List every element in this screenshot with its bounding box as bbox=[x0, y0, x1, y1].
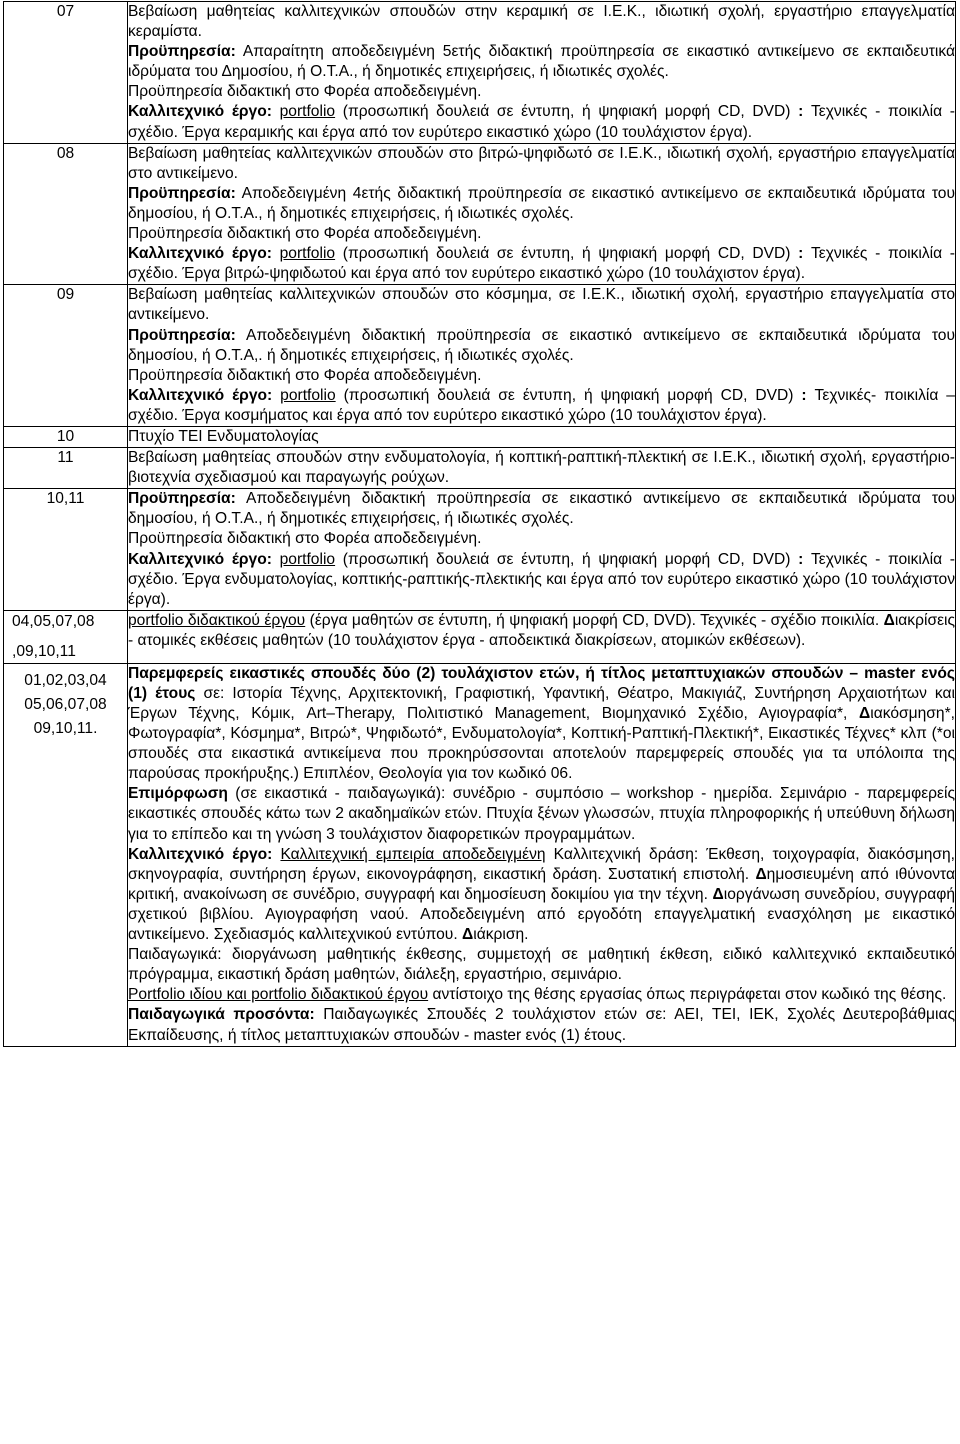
text-run: Τεχνικές- ποικιλία – σχέδιο. Έργα κοσμήματος και έργα από τον ευρύτερο εικαστικό χώρο (10 τουλάχιστον έργα). bbox=[128, 386, 955, 424]
text-run: Καλλιτεχνική δράση: Έκθεση, τοιχογραφία, διακόσμηση, σκηνογραφία, συντήρηση έργων, εικονογράφηση, εικαστική δράση. Συστατική επιστολή. bbox=[128, 845, 955, 883]
underlined-text: Καλλιτεχνική εμπειρία αποδεδειγμένη bbox=[280, 845, 546, 863]
paragraph bbox=[128, 224, 955, 244]
text-run: Πτυχίο ΤΕΙ Ενδυματολογίας bbox=[128, 427, 319, 445]
underlined-text: portfolio bbox=[279, 550, 336, 568]
row-code: 09 bbox=[4, 285, 128, 427]
underlined-text: portfolio bbox=[279, 103, 336, 121]
qualifications-table bbox=[3, 1, 956, 1047]
row-description bbox=[128, 143, 956, 285]
text-run bbox=[272, 245, 280, 262]
text-run: (προσωπική δουλειά σε έντυπη, ή ψηφιακή μορφή CD, DVD) bbox=[335, 103, 799, 121]
paragraph bbox=[128, 244, 955, 284]
text-run: Βεβαίωση μαθητείας καλλιτεχνικών σπουδών στην κεραμική σε Ι.Ε.Κ., ιδιωτική σχολή, εργαστήριο επαγγελματία κεραμίστα. bbox=[128, 3, 955, 41]
text-run: Τεχνικές - ποικιλία - σχέδιο. Έργα βιτρώ-ψηφιδωτού και έργα από τον ευρύτερο εικαστικό χώρο (10 τουλάχιστον έργα). bbox=[128, 245, 956, 283]
text-run: Παιδαγωγικές Σπουδές 2 τουλάχιστον ετών σε: ΑΕΙ, ΤΕΙ, ΙΕΚ, Σχολές Δευτεροβάθμιας Εκπαίδευσης, ή τίτλος μεταπτυχιακών σπουδών - master ενός (1) έτους. bbox=[128, 1006, 955, 1044]
text-run: Τεχνικές - ποικιλία - σχέδιο. Έργα κεραμικής και έργα από τον ευρύτερο εικαστικό χώρο (10 τουλάχιστον έργα). bbox=[128, 103, 956, 141]
underlined-text: portfolio bbox=[279, 245, 336, 263]
row-code: 01,02,03,04 05,06,07,08 09,10,11. bbox=[4, 663, 128, 1046]
text-run: Βεβαίωση μαθητείας καλλιτεχνικών σπουδών στο βιτρώ-ψηφιδωτό σε Ι.Ε.Κ., ιδιωτική σχολή, εργαστήριο επαγγελματία στο αντικείμενο. bbox=[128, 144, 955, 182]
text-run: Αποδεδειγμένη διδακτική προϋπηρεσία σε εικαστικό αντικείμενο σε εκπαιδευτικά ιδρύματα του δημοσίου, ή Ο.Τ.Α,. ή δημοτικές επιχειρήσεις, ή ιδιωτικές σχολές. bbox=[128, 326, 955, 364]
paragraph bbox=[128, 82, 955, 102]
bold-text: : bbox=[798, 550, 804, 568]
text-run: (σε εικαστικά - παιδαγωγικά): συνέδριο - συμπόσιο – workshop - ημερίδα. Σεμινάριο - παρεμφερείς εικαστικές σπουδές κάτω των 2 ακαδημαϊκών ετών. Πτυχία ξένων γλωσσών, πτυχία πληροφορικής ή υπεύθυνη δήλωση για το επίπεδο και τη γνώση 3 τουλάχιστον διαφορετικών προγραμμάτων. bbox=[128, 785, 955, 843]
text-run: Προϋπηρεσία διδακτική στο Φορέα αποδεδειγμένη. bbox=[128, 530, 482, 548]
text-run: Προϋπηρεσία διδακτική στο Φορέα αποδεδειγμένη. bbox=[128, 366, 482, 384]
paragraph bbox=[128, 42, 955, 82]
bold-text: Προϋπηρεσία: bbox=[128, 490, 236, 508]
paragraph bbox=[128, 285, 955, 325]
text-run: Αποδεδειγμένη διδακτική προϋπηρεσία σε εικαστικό αντικείμενο σε εκπαιδευτικά ιδρύματα του δημοσίου, ή Ο.Τ.Α., ή δημοτικές επιχειρήσεις, ή ιδιωτικές σχολές. bbox=[128, 490, 955, 528]
bold-text: Προϋπηρεσία: bbox=[128, 326, 236, 344]
paragraph bbox=[128, 529, 955, 549]
paragraph bbox=[128, 366, 955, 386]
text-run: Απαραίτητη αποδεδειγμένη 5ετής διδακτική προϋπηρεσία σε εικαστικό αντικείμενο σε εκπαιδευτικά ιδρύματα του Δημοσίου, ή Ο.Τ.Α., ή δημοτικές επιχειρήσεις, ή ιδιωτικές σχολές. bbox=[128, 43, 955, 81]
text-run: Προϋπηρεσία διδακτική στο Φορέα αποδεδειγμένη. bbox=[128, 83, 482, 101]
table-row bbox=[4, 426, 956, 447]
table-row bbox=[4, 448, 956, 489]
underlined-text: portfolio bbox=[280, 386, 336, 404]
row-code: 08 bbox=[4, 143, 128, 285]
paragraph bbox=[128, 611, 955, 651]
paragraph bbox=[128, 448, 955, 488]
text-run: Αποδεδειγμένη 4ετής διδακτική προϋπηρεσία σε εικαστικό αντικείμενο σε εκπαιδευτικά ιδρύματα του δημοσίου, ή Ο.Τ.Α., ή δημοτικές επιχειρήσεις, ή ιδιωτικές σχολές. bbox=[128, 184, 955, 222]
bold-text: : bbox=[801, 386, 807, 404]
paragraph bbox=[128, 184, 955, 224]
table-row bbox=[4, 489, 956, 611]
underlined-text: portfolio διδακτικού έργου bbox=[128, 611, 306, 629]
paragraph bbox=[128, 144, 955, 184]
bold-text: Καλλιτεχνικό έργο: bbox=[128, 103, 272, 121]
table-row bbox=[4, 143, 956, 285]
row-description bbox=[128, 448, 956, 489]
text-run: (προσωπική δουλειά σε έντυπη, ή ψηφιακή μορφή CD, DVD) bbox=[335, 386, 802, 404]
text-run bbox=[272, 551, 280, 568]
row-code: 04,05,07,08 ,09,10,11 bbox=[4, 610, 128, 663]
text-run: (έργα μαθητών σε έντυπη, ή ψηφιακή μορφή CD, DVD). Τεχνικές - σχέδιο ποικιλία. bbox=[305, 611, 884, 629]
row-description bbox=[128, 663, 956, 1046]
text-run: ιάκριση. bbox=[473, 926, 529, 944]
row-code: 10 bbox=[4, 426, 128, 447]
bold-text: Προϋπηρεσία: bbox=[128, 184, 236, 202]
text-run: σε: Ιστορία Τέχνης, Αρχιτεκτονική, Γραφιστική, Υφαντική, Θέατρο, Μακιγιάζ, Συντήρηση Αρχαιοτήτων και Έργων Τέχνης, Κόμικ, Art–Therapy, Πολιτιστικό Management, Βιομηχανικό Σχέδιο, Αγιογραφία*, bbox=[128, 684, 956, 722]
table-row bbox=[4, 2, 956, 144]
bold-text: Επιμόρφωση bbox=[128, 785, 228, 803]
bold-text: Καλλιτεχνικό έργο: bbox=[128, 245, 272, 263]
bold-text: Παρεμφερείς εικαστικές σπουδές δύο (2) τουλάχιστον ετών, ή τίτλος μεταπτυχιακών σπουδών – master ενός (1) έτους bbox=[128, 664, 955, 702]
paragraph bbox=[128, 945, 955, 985]
row-description bbox=[128, 610, 956, 663]
paragraph bbox=[128, 1005, 955, 1045]
row-description bbox=[128, 489, 956, 611]
underlined-text: Portfolio ιδίου και portfolio διδακτικού έργου bbox=[128, 986, 429, 1004]
text-run: Βεβαίωση μαθητείας σπουδών στην ενδυματολογία, ή κοπτική-ραπτική-πλεκτική σε Ι.Ε.Κ., ιδιωτική σχολή, εργαστήριο-βιοτεχνία σχεδιασμού και παραγωγής ρούχων. bbox=[128, 449, 955, 487]
table-row bbox=[4, 610, 956, 663]
text-run: Τεχνικές - ποικιλία - σχέδιο. Έργα ενδυματολογίας, κοπτικής-ραπτικής-πλεκτικής και έργα από τον ευρύτερο εικαστικό χώρο (10 τουλάχιστον έργα). bbox=[128, 550, 956, 608]
text-run: (προσωπική δουλειά σε έντυπη, ή ψηφιακή μορφή CD, DVD) bbox=[335, 550, 799, 568]
text-run: ιακρίσεις - ατομικές εκθέσεις μαθητών (10 τουλάχιστον έργα - αποδεικτικά διακρίσεων, ατομικών εκθέσεων). bbox=[128, 611, 955, 649]
paragraph bbox=[128, 427, 955, 447]
paragraph bbox=[128, 489, 955, 529]
text-run: Προϋπηρεσία διδακτική στο Φορέα αποδεδειγμένη. bbox=[128, 225, 482, 243]
paragraph bbox=[128, 664, 955, 785]
bold-text: Καλλιτεχνικό έργο: bbox=[128, 386, 273, 404]
row-description bbox=[128, 2, 956, 144]
table-row bbox=[4, 285, 956, 427]
bold-text: Δ bbox=[883, 611, 895, 629]
bold-text: Δ bbox=[462, 926, 474, 944]
bold-text: Καλλιτεχνικό έργο: bbox=[128, 845, 273, 863]
paragraph bbox=[128, 985, 955, 1005]
bold-text: Προϋπηρεσία: bbox=[128, 43, 236, 61]
text-run: αντίστοιχο της θέσης εργασίας όπως περιγράφεται στον κωδικό της θέσης. bbox=[428, 986, 947, 1004]
paragraph bbox=[128, 102, 955, 142]
bold-text: Καλλιτεχνικό έργο: bbox=[128, 550, 272, 568]
paragraph bbox=[128, 550, 955, 610]
row-code: 10,11 bbox=[4, 489, 128, 611]
paragraph bbox=[128, 2, 955, 42]
bold-text: Δ bbox=[712, 885, 724, 903]
row-code: 11 bbox=[4, 448, 128, 489]
text-run: ιακόσμηση*, Φωτογραφία*, Κόσμημα*, Βιτρώ*, Ψηφιδωτό*, Ενδυματολογία*, Κοπτική-Ραπτική-Πλεκτική*, Εικαστικές Τέχνες* κλπ (*οι σπουδές στα εικαστικά αντικείμενα που προκηρύσσονται αποτελούν παρεμφερείς σπουδές για τα υπόλοιπα της παρούσας προκήρυξης.) Επιπλέον, Θεολογία για τον κωδικό 06. bbox=[128, 705, 955, 783]
paragraph bbox=[128, 784, 955, 844]
bold-text: : bbox=[798, 245, 804, 263]
paragraph bbox=[128, 326, 955, 366]
bold-text: Παιδαγωγικά προσόντα: bbox=[128, 1006, 315, 1024]
paragraph bbox=[128, 845, 955, 945]
paragraph bbox=[128, 386, 955, 426]
text-run bbox=[272, 387, 280, 404]
text-run: ημοσιευμένη από ιθύνοντα κριτική, ανακοίνωση σε συνέδριο, συγγραφή και δημοσίευση δοκιμίου για την τέχνη. bbox=[128, 865, 955, 903]
text-run: ιοργάνωση συνεδρίου, συγγραφή σχετικού βιβλίου. Αγιογραφήση ναού. Αποδεδειγμένη από εργοδότη επαγγελματική ενασχόληση με εικαστικό αντικείμενο. Σχεδιασμός καλλιτεχνικού εντύπου. bbox=[128, 885, 955, 944]
text-run: (προσωπική δουλειά σε έντυπη, ή ψηφιακή μορφή CD, DVD) bbox=[335, 245, 799, 263]
bold-text: Δ bbox=[859, 705, 871, 722]
table-row bbox=[4, 663, 956, 1046]
row-description bbox=[128, 285, 956, 427]
row-code: 07 bbox=[4, 2, 128, 144]
text-run bbox=[272, 103, 280, 120]
text-run: Παιδαγωγικά: διοργάνωση μαθητικής έκθεσης, συμμετοχή σε μαθητική έκθεση, ειδικό καλλιτεχνικό εκπαιδευτικό πρόγραμμα, εικαστική δράση μαθητών, διάλεξη, εργαστήριο, σεμινάριο. bbox=[128, 946, 955, 984]
bold-text: Δ bbox=[755, 865, 767, 883]
text-run: Βεβαίωση μαθητείας καλλιτεχνικών σπουδών στο κόσμημα, σε Ι.Ε.Κ., ιδιωτική σχολή, εργαστήριο επαγγελματία στο αντικείμενο. bbox=[128, 286, 955, 324]
row-description bbox=[128, 426, 956, 447]
bold-text: : bbox=[798, 103, 804, 121]
